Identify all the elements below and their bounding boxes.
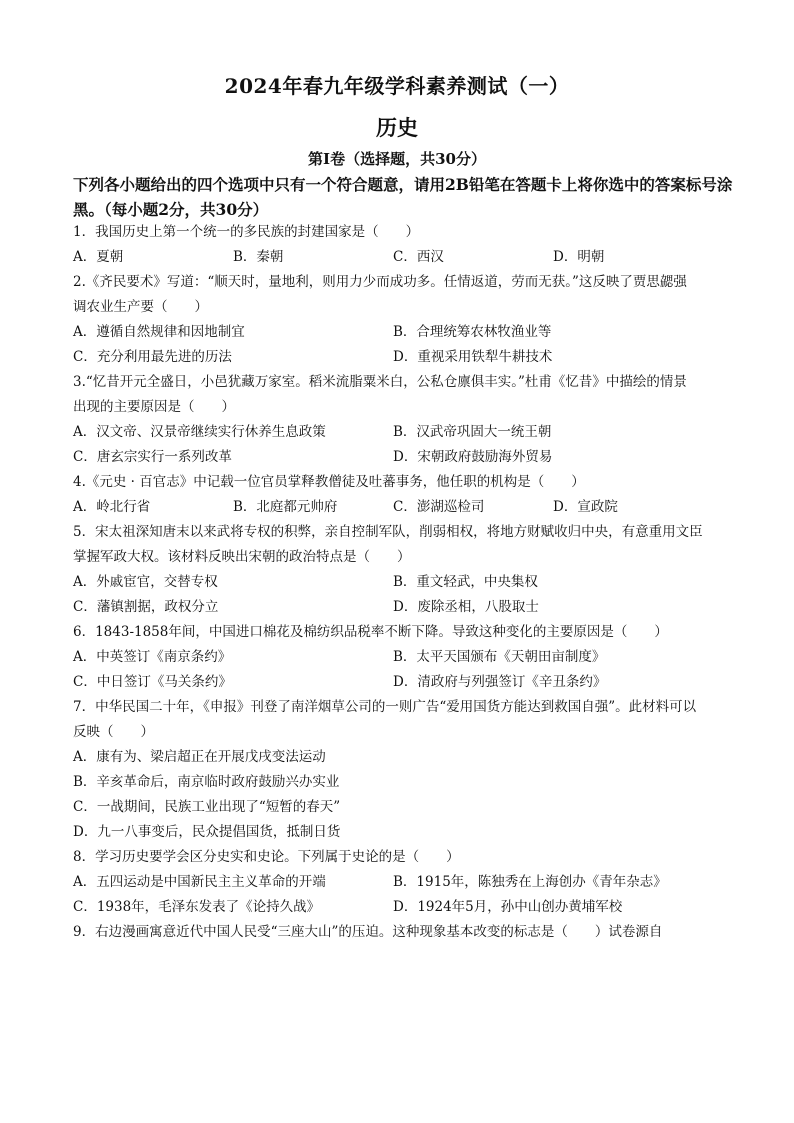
option-row [73, 645, 733, 670]
option-row [73, 670, 733, 695]
subject-title: 历史 [376, 115, 418, 140]
option-row [73, 595, 733, 620]
option-row [73, 345, 733, 370]
answer-option: D．明朝 [553, 249, 605, 265]
answer-option: C．唐玄宗实行一系列改革 [73, 449, 232, 465]
answer-option: A．夏朝 [73, 249, 124, 265]
option-row [73, 245, 733, 270]
answer-option: D．清政府与列强签订《辛丑条约》 [393, 674, 607, 690]
option-row [73, 820, 733, 845]
answer-option: B．合理统筹农林牧渔业等 [393, 324, 552, 340]
instructions: 下列各小题给出的四个选项中只有一个符合题意，请用2B铅笔在答题卡上将你选中的答案标号涂黑。（每小题2分，共30分） [73, 175, 733, 219]
option-row [73, 320, 733, 345]
answer-option: B．1915年，陈独秀在上海创办《青年杂志》 [393, 874, 667, 890]
option-row [73, 795, 733, 820]
answer-option: A．外戚宦官，交替专权 [73, 574, 218, 590]
answer-option: B．秦朝 [233, 249, 284, 265]
answer-option: D．重视采用铁犁牛耕技术 [393, 349, 553, 365]
answer-option: C．一战期间，民族工业出现了“短暂的春天” [73, 799, 341, 815]
question-stem: 3.“忆昔开元全盛日，小邑犹藏万家室。稻米流脂粟米白，公私仓廪俱丰实。”杜甫《忆昔》中描绘的情景 [73, 374, 687, 390]
section-title: 第Ⅰ卷（选择题，共30分） [308, 150, 486, 168]
answer-option: B．太平天国颁布《天朝田亩制度》 [393, 649, 606, 665]
answer-option: C．1938年，毛泽东发表了《论持久战》 [73, 899, 321, 915]
question-list [73, 220, 733, 945]
exam-title: 2024年春九年级学科素养测试（一） [224, 74, 570, 98]
option-row [73, 745, 733, 770]
option-row [73, 495, 733, 520]
answer-option: A．汉文帝、汉景帝继续实行休养生息政策 [73, 424, 326, 440]
answer-option: B．辛亥革命后，南京临时政府鼓励兴办实业 [73, 774, 340, 790]
option-row [73, 895, 733, 920]
question-stem: 6．1843-1858年间，中国进口棉花及棉纺织品税率不断下降。导致这种变化的主要原因是（ ） [73, 624, 668, 640]
answer-option: B．重文轻武，中央集权 [393, 574, 538, 590]
answer-option: C．澎湖巡检司 [393, 499, 485, 515]
answer-option: C．充分利用最先进的历法 [73, 349, 232, 365]
answer-option: A．遵循自然规律和因地制宜 [73, 324, 245, 340]
question-stem: 7．中华民国二十年，《申报》刊登了南洋烟草公司的一则广告“爱用国货方能达到救国自强”。此材料可以 [73, 699, 697, 715]
answer-option: A．中英签订《南京条约》 [73, 649, 232, 665]
option-row [73, 420, 733, 445]
option-row [73, 570, 733, 595]
option-row [73, 770, 733, 795]
answer-option: A．五四运动是中国新民主主义革命的开端 [73, 874, 326, 890]
question-stem: 掌握军政大权。该材料反映出宋朝的政治特点是（ ） [73, 549, 411, 565]
question-stem: 反映（ ） [73, 724, 154, 740]
answer-option: A．康有为、梁启超正在开展戊戌变法运动 [73, 749, 326, 765]
answer-option: D．九一八事变后，民众提倡国货，抵制日货 [73, 824, 341, 840]
question-stem: 5．宋太祖深知唐末以来武将专权的积弊，亲自控制军队，削弱相权，将地方财赋收归中央，有意重用文臣 [73, 524, 703, 540]
answer-option: D．1924年5月，孙中山创办黄埔军校 [393, 899, 623, 915]
answer-option: D．宣政院 [553, 499, 618, 515]
answer-option: C．西汉 [393, 249, 444, 265]
answer-option: A．岭北行省 [73, 499, 151, 515]
question-stem: 9．右边漫画寓意近代中国人民受“三座大山”的压迫。这种现象基本改变的标志是（ ）试卷源自 [73, 924, 663, 940]
answer-option: C．藩镇割据，政权分立 [73, 599, 219, 615]
option-row [73, 870, 733, 895]
question-stem: 4.《元史 · 百官志》中记载一位官员掌释教僧徒及吐蕃事务，他任职的机构是（ ） [73, 474, 585, 490]
question-stem: 1．我国历史上第一个统一的多民族的封建国家是（ ） [73, 224, 420, 240]
question-stem: 出现的主要原因是（ ） [73, 399, 235, 415]
question-stem: 8．学习历史要学会区分史实和史论。下列属于史论的是（ ） [73, 849, 460, 865]
answer-option: B．汉武帝巩固大一统王朝 [393, 424, 552, 440]
option-row [73, 445, 733, 470]
answer-option: B．北庭都元帅府 [233, 499, 338, 515]
answer-option: C．中日签订《马关条约》 [73, 674, 232, 690]
question-stem: 2.《齐民要术》写道：“顺天时，量地利，则用力少而成功多。任情返道，劳而无获。”这反映了贾思勰强 [73, 274, 687, 290]
question-stem: 调农业生产要（ ） [73, 299, 208, 315]
answer-option: D．废除丞相，八股取士 [393, 599, 539, 615]
answer-option: D．宋朝政府鼓励海外贸易 [393, 449, 553, 465]
